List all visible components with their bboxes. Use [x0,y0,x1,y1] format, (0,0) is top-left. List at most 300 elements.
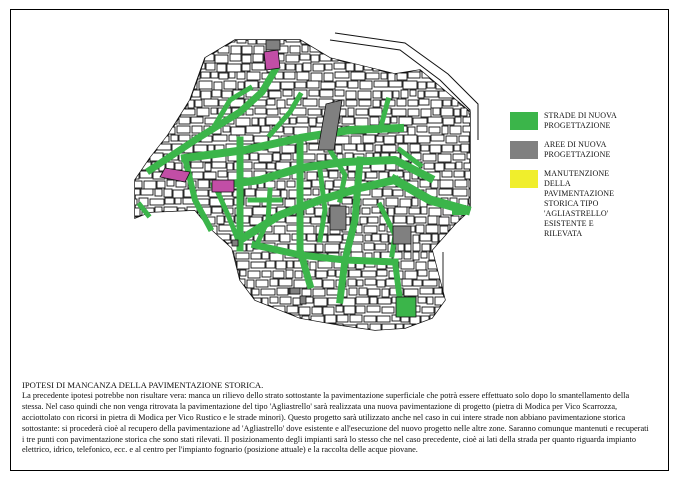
building-block [228,316,235,323]
building-block [261,289,275,295]
building-block [438,154,451,162]
building-block [183,334,190,341]
building-block [418,136,430,143]
building-block [388,73,395,81]
building-block [377,270,387,276]
building-block [296,325,307,333]
building-block [382,289,389,297]
building-block [434,288,442,294]
building-block [154,100,161,108]
building-block [391,117,397,123]
building-block [435,46,442,54]
building-block [467,270,473,278]
building-block [351,72,365,80]
building-block [165,198,174,204]
building-block [320,37,328,45]
building-block [168,325,177,332]
building-block [220,280,231,286]
building-block [430,334,444,342]
building-block [173,288,184,295]
building-block [464,163,474,169]
building-block [214,82,222,90]
building-block [165,127,175,134]
building-block [243,208,252,216]
building-block [420,234,431,241]
building-block [468,45,481,53]
building-block [442,126,448,134]
building-block [383,189,392,196]
building-block [369,108,382,116]
building-block [399,117,412,125]
building-block [362,55,369,61]
building-block [342,298,355,306]
building-block [295,271,302,278]
building-block [203,234,215,241]
building-block [273,153,280,161]
building-block [229,135,237,141]
building-block [140,217,151,225]
building-block [273,271,284,278]
building-block [318,261,332,268]
building-block [214,253,220,259]
building-block [237,72,245,79]
building-block [433,108,440,115]
building-block [398,333,407,341]
building-block [130,306,139,314]
building-block [142,154,148,160]
building-block [366,73,379,79]
building-block [393,91,399,98]
building-block [223,126,230,132]
building-block [267,99,275,105]
building-block [191,235,201,241]
building-block [130,208,140,216]
building-block [379,225,385,231]
building-block [337,315,348,322]
building-block [179,117,190,124]
building-block [463,126,474,132]
building-block [153,90,165,98]
building-block [188,54,202,61]
building-block [469,198,483,204]
building-block [130,244,143,250]
building-block [404,172,410,180]
building-block [344,306,355,314]
notes-block [22,380,652,456]
building-block [189,262,200,270]
building-block [269,91,281,98]
grey-area-west-small [232,240,238,246]
building-block [368,217,378,223]
building-block [311,73,322,81]
building-block [274,226,285,234]
building-block [192,172,203,179]
building-block [251,253,261,259]
building-block [322,45,329,52]
building-block [287,316,293,323]
building-block [204,333,212,340]
building-block [435,307,447,315]
building-block [420,288,433,294]
building-block [154,270,164,278]
building-block [464,316,476,323]
building-block [229,324,241,331]
building-block [187,216,196,224]
building-block [209,325,217,332]
building-block [335,72,349,78]
building-block [346,63,354,71]
building-block [447,36,457,42]
building-block [370,297,377,304]
building-block [237,261,249,269]
building-block [162,243,176,249]
building-block [419,99,429,105]
building-block [164,189,172,197]
building-block [372,189,382,197]
building-block [144,73,153,81]
building-block [236,253,249,259]
building-block [435,297,448,305]
building-block [351,244,362,252]
legend-label-new-streets: STRADE DI NUOVA PROGETTAZIONE [544,111,617,130]
building-block [145,288,157,295]
building-block [320,90,333,97]
building-block [464,253,470,261]
building-block [303,154,315,160]
building-block [284,127,293,134]
building-block [265,334,276,341]
building-block [261,307,272,315]
building-block [415,217,426,223]
building-block [429,208,441,216]
building-block [277,288,288,295]
building-block [259,118,265,126]
building-block [470,54,484,62]
building-block [204,99,218,106]
building-block [321,324,328,331]
building-block [365,279,376,285]
building-block [145,135,154,142]
building-block [151,126,164,132]
building-block [273,306,285,312]
building-block [195,46,204,53]
building-block [414,325,425,332]
building-block [287,306,298,313]
building-block [212,162,226,168]
building-block [439,189,452,195]
building-block [423,280,437,286]
building-block [303,63,311,71]
building-block [471,289,477,297]
building-block [422,244,430,251]
building-block [264,325,271,331]
building-block [323,307,334,315]
grey-area-small-south [290,288,300,294]
building-block [374,81,388,87]
building-block [152,36,163,43]
building-block [287,181,295,187]
building-block [363,199,377,205]
building-block [177,81,186,89]
building-block [449,297,455,303]
building-block [336,306,343,312]
building-block [382,324,395,332]
building-block [407,37,413,43]
building-block [348,279,356,286]
building-block [252,289,259,295]
building-block [421,207,427,214]
building-block [357,144,364,151]
building-block [169,117,177,124]
building-block [231,127,245,135]
building-block [212,90,221,97]
building-block [474,225,486,231]
building-block [322,333,333,340]
building-block [424,163,434,169]
building-block [142,91,152,99]
building-block [297,117,308,123]
building-block [130,90,140,98]
building-block [138,226,148,234]
building-block [428,216,437,224]
building-block [158,289,172,296]
building-block [144,234,155,242]
building-block [242,325,253,333]
building-block [149,280,163,288]
building-block [324,73,333,81]
building-block [186,45,193,51]
building-block [342,198,352,204]
building-block [130,99,143,105]
building-block [190,279,204,287]
building-block [364,316,376,322]
building-block [130,288,144,295]
building-block [430,145,441,153]
green-area-east [452,205,466,215]
building-block [190,298,202,305]
building-block [404,252,411,259]
building-block [204,243,211,249]
building-block [357,280,363,286]
building-block [300,54,310,60]
building-block [470,144,477,152]
building-block [335,90,344,96]
building-block [169,253,176,261]
building-block [399,37,406,45]
building-block [327,289,339,295]
building-block [253,54,263,62]
building-block [400,199,411,207]
building-block [213,333,219,340]
building-block [161,226,172,234]
building-block [302,289,311,296]
building-block [144,181,156,189]
grey-area-center [330,206,346,230]
building-block [141,298,154,304]
building-block [152,217,166,223]
building-block [238,306,251,314]
building-block [142,45,152,52]
building-block [364,243,374,250]
building-block [470,334,481,342]
building-block [342,117,354,124]
building-block [144,315,153,322]
building-block [130,252,137,260]
building-block [236,316,244,323]
building-block [190,37,197,43]
building-block [130,81,138,89]
building-block [389,81,402,87]
building-block [397,63,409,69]
building-block [380,333,389,340]
building-block [161,63,174,71]
building-block [465,36,478,42]
building-block [397,99,406,106]
building-block [349,270,361,277]
building-block [464,288,470,294]
building-block [176,64,182,71]
building-block [139,252,153,260]
building-block [233,288,241,296]
building-block [303,189,311,195]
building-block [443,270,457,277]
building-block [148,325,154,332]
building-block [267,109,278,115]
building-block [255,108,266,114]
building-block [464,235,472,241]
building-block [373,100,380,107]
building-block [454,316,463,322]
building-block [429,127,440,133]
building-block [139,81,150,89]
building-block [427,82,435,88]
building-block [454,109,460,116]
building-block [144,55,151,63]
building-block [336,81,347,87]
building-block [446,333,458,340]
building-block [206,45,216,52]
building-block [143,333,154,339]
building-block [150,199,164,205]
building-block [164,261,170,268]
building-block [316,244,323,252]
building-block [178,325,187,333]
building-block [215,55,228,63]
building-block [377,280,385,287]
building-block [416,333,428,341]
building-block [404,45,412,51]
building-block [346,91,356,99]
building-block [408,127,415,135]
building-block [405,271,417,279]
building-block [457,289,463,296]
building-block [393,54,404,61]
building-block [295,82,306,88]
building-block [179,135,190,141]
building-block [281,82,294,89]
building-block [428,36,435,42]
building-block [279,279,292,286]
building-block [195,100,202,107]
building-block [175,163,182,170]
building-block [332,54,338,61]
building-block [443,100,451,106]
building-block [210,289,217,296]
building-block [458,36,464,43]
building-block [225,298,232,305]
building-block [145,244,152,250]
building-block [466,325,477,333]
building-block [402,279,412,286]
building-block [382,307,394,313]
building-block [130,45,141,51]
building-block [205,280,219,287]
building-block [373,91,381,98]
building-block [350,315,362,322]
building-block [370,324,381,332]
building-block [308,109,321,115]
building-block [386,198,398,206]
building-block [138,279,148,285]
building-block [147,262,153,268]
building-block [467,81,475,89]
building-block [188,325,194,333]
building-block [173,190,183,198]
building-block [157,144,171,150]
building-block [215,298,224,306]
building-block [286,216,298,223]
building-block [194,145,207,152]
building-block [368,289,380,296]
building-block [396,135,403,143]
building-block [256,190,268,198]
building-block [365,235,371,241]
building-block [452,54,459,60]
building-block [262,298,268,306]
building-block [189,243,203,250]
building-block [198,180,209,188]
building-block [413,243,420,251]
building-block [474,244,486,250]
building-block [356,297,369,304]
building-block [178,244,188,251]
building-block [247,72,260,80]
building-block [459,334,469,340]
building-block [221,333,229,341]
building-block [130,189,140,195]
building-block [197,108,209,116]
building-block [130,271,144,277]
building-block [410,90,416,96]
legend-swatch-new-areas [510,141,538,159]
building-block [388,208,394,216]
building-block [311,217,321,224]
building-block [213,244,226,252]
building-block [130,73,143,81]
building-block [462,262,471,268]
building-block [218,46,229,53]
legend-label-new-areas: AREE DI NUOVA PROGETTAZIONE [544,140,611,159]
building-block [454,234,462,240]
building-block [203,253,213,260]
building-block [463,117,471,123]
building-block [376,136,383,142]
building-block [459,136,469,142]
building-block [231,46,241,54]
building-block [170,334,181,341]
building-block [281,190,287,198]
building-block [384,136,395,144]
